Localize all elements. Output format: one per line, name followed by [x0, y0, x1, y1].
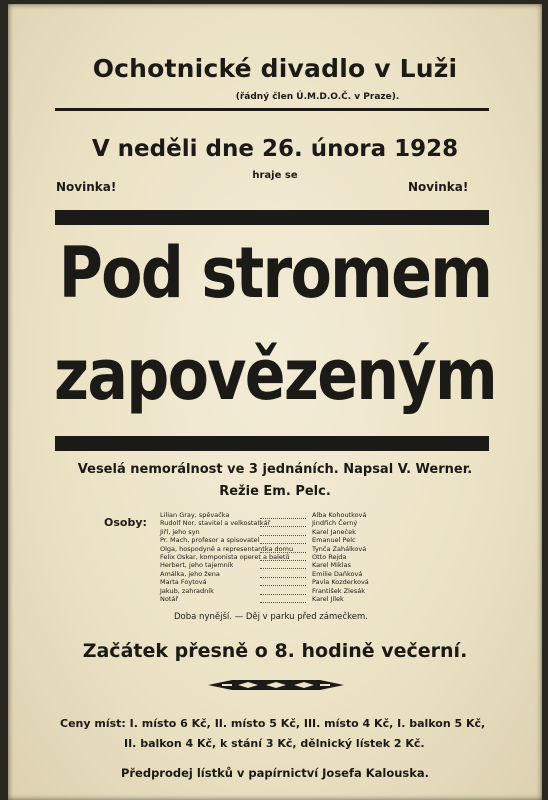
ornament-divider [208, 676, 344, 698]
cast-actor: Karel Jílek [312, 595, 344, 603]
play-title-line1: Pod stromem [58, 232, 492, 314]
plays-label: hraje se [252, 170, 298, 181]
play-director: Režie Em. Pelc. [219, 484, 331, 499]
novinka-left: Novinka! [56, 180, 117, 194]
ticket-prices-line2: II. balkon 4 Kč, k stání 3 Kč, dělnický lístek 2 Kč. [124, 737, 425, 750]
divider-bar-lower [55, 436, 489, 451]
cast-actor: Otto Rejda [312, 553, 347, 561]
cast-actor: František Zlesák [312, 586, 366, 595]
cast-role: Marta Foytová [160, 578, 207, 587]
cast-label: Osoby: [104, 516, 147, 529]
cast-actor: Pavla Kozderková [312, 578, 369, 587]
divider-bar-upper [55, 210, 489, 225]
cast-actor: Tynča Zahálková [312, 544, 367, 553]
theatre-poster [8, 4, 542, 800]
cast-actor: Karel Miklas [312, 561, 351, 570]
cast-actor: Karel Janeček [312, 527, 356, 536]
play-genre-author: Veselá nemorálnost ve 3 jednáních. Napsal V. Werner. [77, 462, 473, 477]
cast-row [8, 593, 542, 605]
cast-role: Pr. Mach, profesor a spisovatel [160, 536, 260, 545]
cast-leader-dots [260, 595, 306, 603]
cast-role: Lilian Gray, spěvačka [160, 511, 230, 519]
ticket-prices-line1: Ceny míst: I. místo 6 Kč, II. místo 5 Kč, III. místo 4 Kč, I. balkon 5 Kč, [60, 717, 486, 730]
cast-actor: Emanuel Pelc [312, 536, 356, 545]
cast-role: Notář [160, 595, 179, 603]
cast-role: Rudolf Nor, stavitel a velkostatkář [160, 519, 271, 528]
cast-actor: Alba Kohoutková [312, 511, 367, 519]
cast-role: Amálka, jeho žena [160, 569, 220, 578]
cast-role: Felix Oskar, komponista operet a baletů [160, 553, 290, 561]
membership-note: (řádný člen Ú.M.D.O.Č. v Praze). [235, 92, 400, 102]
play-setting: Doba nynější. — Děj v parku před zámečkem. [174, 612, 368, 622]
divider-rule-top [55, 108, 489, 111]
cast-actor: Jindřich Černý [312, 519, 358, 528]
novinka-right: Novinka! [408, 180, 469, 194]
cast-actor: Emilie Daňková [312, 569, 363, 578]
theatre-name: Ochotnické divadlo v Luži [92, 54, 458, 83]
cast-role: Herbert, jeho tajemník [160, 561, 234, 570]
play-title-line2: zapovězeným [54, 334, 496, 416]
cast-role: Jakub, zahradník [160, 586, 214, 595]
performance-date: V neděli dne 26. února 1928 [91, 136, 459, 162]
presale-info: Předprodej lístků v papírnictví Josefa Kalouska. [120, 766, 430, 780]
cast-role: Olga, hospodyně a representantka domu [160, 544, 294, 553]
cast-role: Jiří, jeho syn [160, 527, 200, 536]
start-time: Začátek přesně o 8. hodině večerní. [82, 640, 468, 662]
